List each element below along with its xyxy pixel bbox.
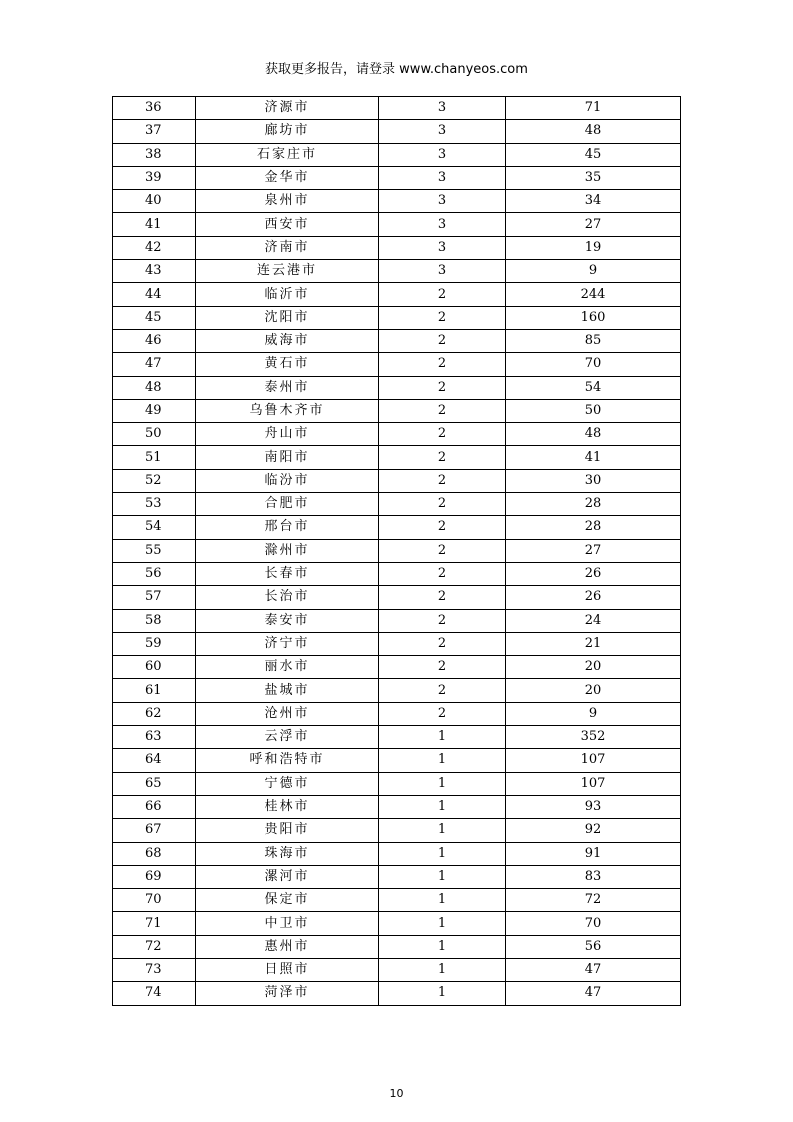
- table-row: [113, 423, 681, 446]
- city-cell: 临沂市: [196, 283, 379, 306]
- rank-cell: 45: [113, 306, 196, 329]
- rank-cell: 41: [113, 213, 196, 236]
- table-row: [113, 469, 681, 492]
- count-cell: 2: [379, 586, 506, 609]
- count-cell: 3: [379, 260, 506, 283]
- rank-cell: 52: [113, 469, 196, 492]
- city-cell: 桂林市: [196, 795, 379, 818]
- city-cell: 日照市: [196, 958, 379, 981]
- value-cell: 352: [506, 726, 681, 749]
- rank-cell: 71: [113, 912, 196, 935]
- table-row: [113, 213, 681, 236]
- city-cell: 临汾市: [196, 469, 379, 492]
- value-cell: 20: [506, 679, 681, 702]
- count-cell: 2: [379, 539, 506, 562]
- value-cell: 28: [506, 493, 681, 516]
- city-cell: 盐城市: [196, 679, 379, 702]
- count-cell: 1: [379, 982, 506, 1005]
- rank-cell: 53: [113, 493, 196, 516]
- value-cell: 47: [506, 958, 681, 981]
- count-cell: 2: [379, 399, 506, 422]
- city-cell: 黄石市: [196, 353, 379, 376]
- city-cell: 合肥市: [196, 493, 379, 516]
- count-cell: 2: [379, 423, 506, 446]
- city-cell: 长春市: [196, 562, 379, 585]
- table-row: [113, 586, 681, 609]
- table-row: [113, 982, 681, 1005]
- table-row: [113, 679, 681, 702]
- rank-cell: 44: [113, 283, 196, 306]
- city-cell: 舟山市: [196, 423, 379, 446]
- city-cell: 南阳市: [196, 446, 379, 469]
- value-cell: 30: [506, 469, 681, 492]
- rank-cell: 43: [113, 260, 196, 283]
- table-row: [113, 516, 681, 539]
- table-row: [113, 260, 681, 283]
- table-row: [113, 772, 681, 795]
- rank-cell: 42: [113, 236, 196, 259]
- table-row: [113, 399, 681, 422]
- city-cell: 珠海市: [196, 842, 379, 865]
- count-cell: 2: [379, 609, 506, 632]
- count-cell: 2: [379, 469, 506, 492]
- city-cell: 宁德市: [196, 772, 379, 795]
- city-cell: 惠州市: [196, 935, 379, 958]
- rank-cell: 74: [113, 982, 196, 1005]
- table-row: [113, 120, 681, 143]
- value-cell: 21: [506, 632, 681, 655]
- count-cell: 1: [379, 726, 506, 749]
- count-cell: 3: [379, 143, 506, 166]
- rank-cell: 46: [113, 329, 196, 352]
- count-cell: 3: [379, 213, 506, 236]
- city-cell: 菏泽市: [196, 982, 379, 1005]
- value-cell: 107: [506, 772, 681, 795]
- value-cell: 50: [506, 399, 681, 422]
- table-row: [113, 562, 681, 585]
- city-cell: 云浮市: [196, 726, 379, 749]
- count-cell: 2: [379, 353, 506, 376]
- city-cell: 沧州市: [196, 702, 379, 725]
- city-cell: 漯河市: [196, 865, 379, 888]
- page-number: 10: [389, 1087, 404, 1100]
- table-row: [113, 166, 681, 189]
- count-cell: 2: [379, 656, 506, 679]
- table-row: [113, 749, 681, 772]
- city-cell: 石家庄市: [196, 143, 379, 166]
- city-cell: 西安市: [196, 213, 379, 236]
- value-cell: 85: [506, 329, 681, 352]
- table-row: [113, 935, 681, 958]
- rank-cell: 49: [113, 399, 196, 422]
- table-row: [113, 726, 681, 749]
- value-cell: 9: [506, 260, 681, 283]
- value-cell: 47: [506, 982, 681, 1005]
- count-cell: 1: [379, 958, 506, 981]
- city-cell: 金华市: [196, 166, 379, 189]
- city-cell: 保定市: [196, 889, 379, 912]
- value-cell: 26: [506, 586, 681, 609]
- city-cell: 济宁市: [196, 632, 379, 655]
- rank-cell: 47: [113, 353, 196, 376]
- value-cell: 19: [506, 236, 681, 259]
- count-cell: 2: [379, 306, 506, 329]
- page-header: 获取更多报告，请登录 www.chanyeos.com: [265, 62, 528, 77]
- city-cell: 泉州市: [196, 190, 379, 213]
- city-ranking-table: [112, 96, 681, 1006]
- count-cell: 2: [379, 632, 506, 655]
- city-cell: 中卫市: [196, 912, 379, 935]
- value-cell: 160: [506, 306, 681, 329]
- table-row: [113, 306, 681, 329]
- count-cell: 2: [379, 679, 506, 702]
- rank-cell: 39: [113, 166, 196, 189]
- count-cell: 1: [379, 842, 506, 865]
- value-cell: 70: [506, 912, 681, 935]
- city-cell: 泰安市: [196, 609, 379, 632]
- rank-cell: 68: [113, 842, 196, 865]
- count-cell: 1: [379, 889, 506, 912]
- rank-cell: 70: [113, 889, 196, 912]
- value-cell: 54: [506, 376, 681, 399]
- value-cell: 83: [506, 865, 681, 888]
- city-cell: 滁州市: [196, 539, 379, 562]
- rank-cell: 38: [113, 143, 196, 166]
- table-row: [113, 656, 681, 679]
- count-cell: 1: [379, 772, 506, 795]
- value-cell: 45: [506, 143, 681, 166]
- rank-cell: 57: [113, 586, 196, 609]
- rank-cell: 61: [113, 679, 196, 702]
- count-cell: 1: [379, 865, 506, 888]
- table-row: [113, 376, 681, 399]
- table-row: [113, 446, 681, 469]
- rank-cell: 72: [113, 935, 196, 958]
- city-cell: 沈阳市: [196, 306, 379, 329]
- table-row: [113, 97, 681, 120]
- value-cell: 26: [506, 562, 681, 585]
- value-cell: 244: [506, 283, 681, 306]
- rank-cell: 73: [113, 958, 196, 981]
- rank-cell: 66: [113, 795, 196, 818]
- rank-cell: 50: [113, 423, 196, 446]
- count-cell: 1: [379, 795, 506, 818]
- table-row: [113, 795, 681, 818]
- rank-cell: 36: [113, 97, 196, 120]
- table-row: [113, 353, 681, 376]
- rank-cell: 40: [113, 190, 196, 213]
- count-cell: 2: [379, 329, 506, 352]
- count-cell: 3: [379, 166, 506, 189]
- city-cell: 贵阳市: [196, 819, 379, 842]
- city-cell: 济源市: [196, 97, 379, 120]
- rank-cell: 64: [113, 749, 196, 772]
- city-cell: 济南市: [196, 236, 379, 259]
- value-cell: 35: [506, 166, 681, 189]
- rank-cell: 55: [113, 539, 196, 562]
- city-cell: 威海市: [196, 329, 379, 352]
- city-cell: 乌鲁木齐市: [196, 399, 379, 422]
- table-row: [113, 329, 681, 352]
- city-cell: 邢台市: [196, 516, 379, 539]
- city-cell: 长治市: [196, 586, 379, 609]
- value-cell: 107: [506, 749, 681, 772]
- rank-cell: 48: [113, 376, 196, 399]
- value-cell: 41: [506, 446, 681, 469]
- rank-cell: 51: [113, 446, 196, 469]
- count-cell: 2: [379, 376, 506, 399]
- table-row: [113, 912, 681, 935]
- value-cell: 70: [506, 353, 681, 376]
- table-row: [113, 493, 681, 516]
- city-cell: 丽水市: [196, 656, 379, 679]
- table-row: [113, 190, 681, 213]
- value-cell: 28: [506, 516, 681, 539]
- value-cell: 34: [506, 190, 681, 213]
- rank-cell: 63: [113, 726, 196, 749]
- rank-cell: 62: [113, 702, 196, 725]
- value-cell: 20: [506, 656, 681, 679]
- count-cell: 2: [379, 493, 506, 516]
- count-cell: 1: [379, 819, 506, 842]
- value-cell: 27: [506, 539, 681, 562]
- rank-cell: 54: [113, 516, 196, 539]
- rank-cell: 59: [113, 632, 196, 655]
- value-cell: 93: [506, 795, 681, 818]
- count-cell: 2: [379, 446, 506, 469]
- value-cell: 24: [506, 609, 681, 632]
- table-body: [113, 97, 681, 1006]
- count-cell: 3: [379, 120, 506, 143]
- city-cell: 呼和浩特市: [196, 749, 379, 772]
- value-cell: 72: [506, 889, 681, 912]
- rank-cell: 37: [113, 120, 196, 143]
- value-cell: 27: [506, 213, 681, 236]
- table-row: [113, 889, 681, 912]
- table-row: [113, 283, 681, 306]
- city-cell: 廊坊市: [196, 120, 379, 143]
- rank-cell: 56: [113, 562, 196, 585]
- value-cell: 48: [506, 423, 681, 446]
- value-cell: 91: [506, 842, 681, 865]
- table-row: [113, 539, 681, 562]
- value-cell: 9: [506, 702, 681, 725]
- value-cell: 71: [506, 97, 681, 120]
- rank-cell: 67: [113, 819, 196, 842]
- table-row: [113, 842, 681, 865]
- count-cell: 2: [379, 516, 506, 539]
- table-row: [113, 632, 681, 655]
- rank-cell: 65: [113, 772, 196, 795]
- rank-cell: 58: [113, 609, 196, 632]
- count-cell: 3: [379, 190, 506, 213]
- table-row: [113, 958, 681, 981]
- table-row: [113, 143, 681, 166]
- value-cell: 56: [506, 935, 681, 958]
- table-row: [113, 702, 681, 725]
- count-cell: 2: [379, 562, 506, 585]
- value-cell: 48: [506, 120, 681, 143]
- value-cell: 92: [506, 819, 681, 842]
- count-cell: 2: [379, 702, 506, 725]
- count-cell: 1: [379, 935, 506, 958]
- table-row: [113, 609, 681, 632]
- rank-cell: 60: [113, 656, 196, 679]
- city-cell: 泰州市: [196, 376, 379, 399]
- count-cell: 1: [379, 912, 506, 935]
- count-cell: 1: [379, 749, 506, 772]
- count-cell: 3: [379, 236, 506, 259]
- table-row: [113, 865, 681, 888]
- count-cell: 3: [379, 97, 506, 120]
- table-row: [113, 819, 681, 842]
- table-row: [113, 236, 681, 259]
- city-cell: 连云港市: [196, 260, 379, 283]
- count-cell: 2: [379, 283, 506, 306]
- rank-cell: 69: [113, 865, 196, 888]
